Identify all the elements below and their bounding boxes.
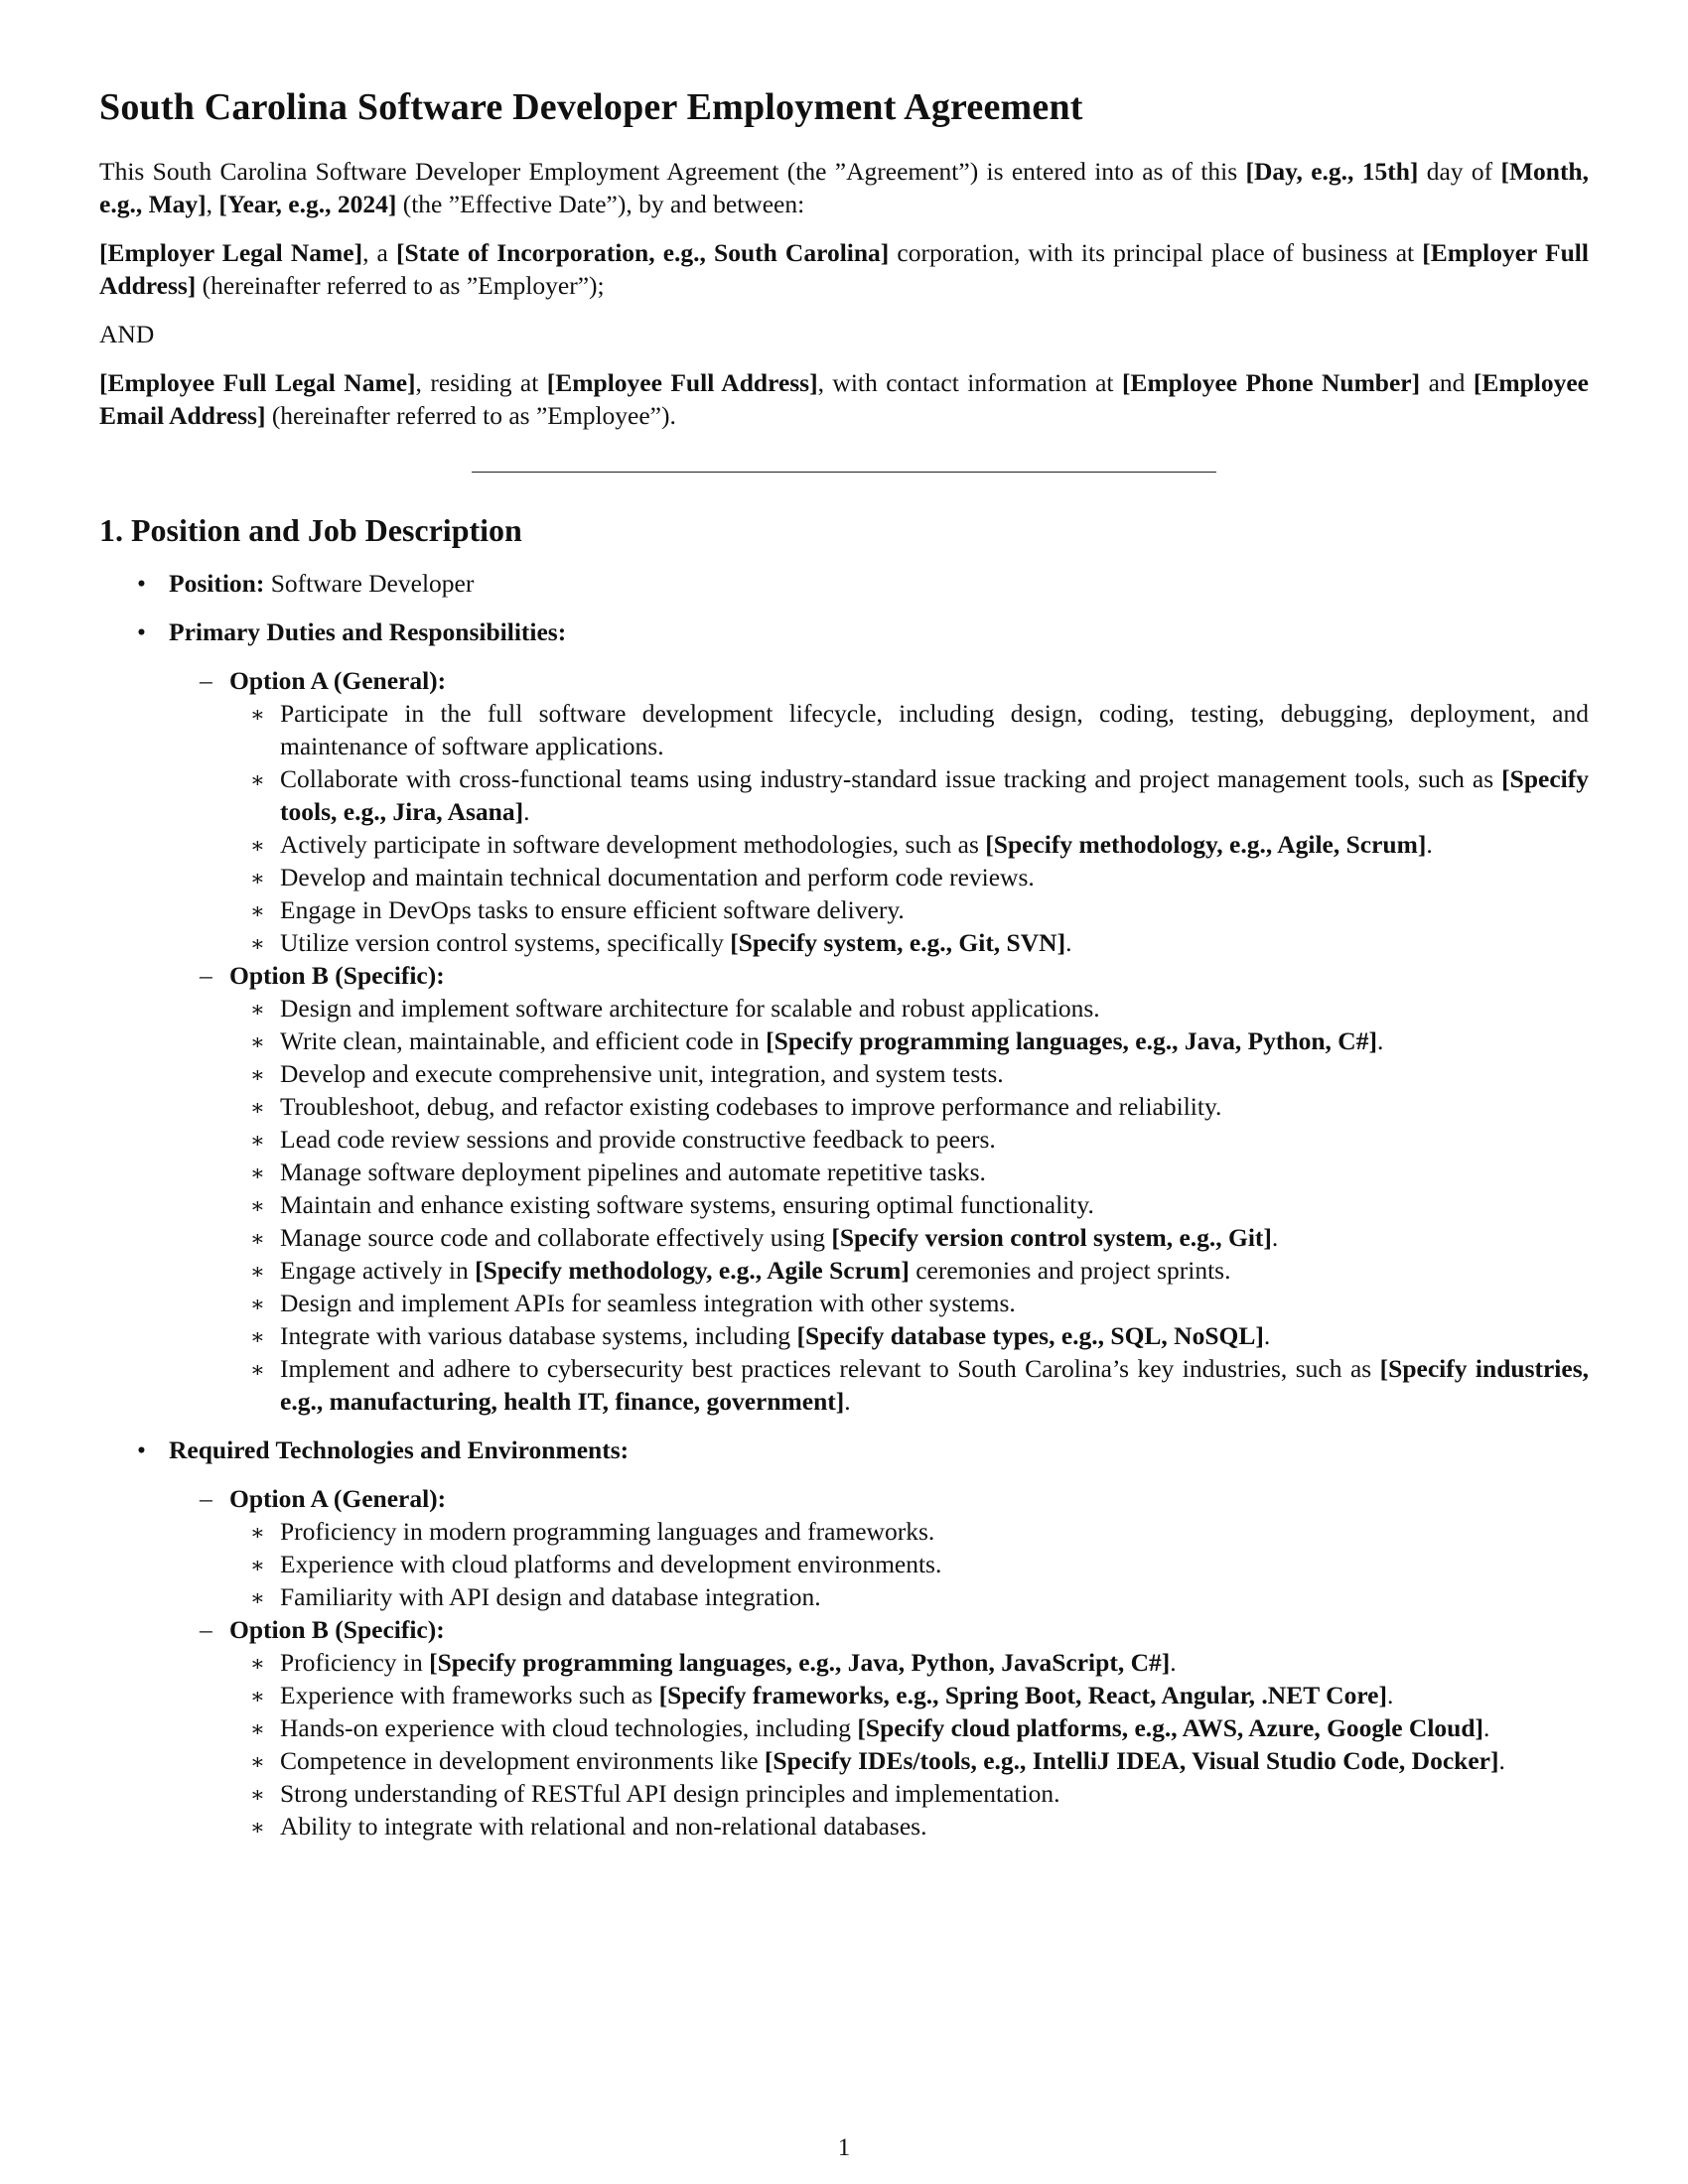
employee-name-placeholder: [Employee Full Legal Name] <box>99 368 416 397</box>
list-item: ∗ Familiarity with API design and database integration. <box>280 1580 1589 1613</box>
section-bullet-list <box>99 567 1589 1843</box>
list-item: ∗ Develop and maintain technical documentation and perform code reviews. <box>280 861 1589 893</box>
page-number: 1 <box>837 2134 851 2161</box>
list-item: ∗ Competence in development environments like [Specify IDEs/tools, e.g., IntelliJ IDEA, Visual Studio Code, Docker]. <box>280 1744 1589 1777</box>
list-item: ∗ Collaborate with cross-functional teams using industry-standard issue tracking and project management tools, such as [Specify tools, e.g., Jira, Asana]. <box>280 762 1589 828</box>
option-item: – Option B (Specific): ∗ Design and implement software architecture for scalable and robust applications. ∗ Write clean, maintainable, and efficient code in [Specify programming languages, e.g., Java, Python, C#]. ∗ Develop and execute comprehensive unit, integration, and system tests. ∗ Troubleshoot, debug, and refactor existing codebases to improve performance and reliability. ∗ Lead code review sessions and provide constructive feedback to peers. ∗ Manage software deployment pipelines and automate repetitive tasks. ∗ Maintain and enhance existing software systems, ensuring optimal functionality. ∗ Manage source code and collaborate effectively using [Specify version control system, e.g., Git]. ∗ Engage actively in [Specify methodology, e.g., Agile Scrum] ceremonies and project sprints. ∗ Design and implement APIs for seamless integration with other systems. ∗ Integrate with various database systems, including [Specify database types, e.g., SQL, NoSQL]. ∗ Implement and adhere to cybersecurity best practices relevant to South Carolina’s key industries, such as [Specify industries, e.g., manufacturing, health IT, finance, government]. <box>229 959 1589 1418</box>
option-item: – Option A (General): ∗ Participate in the full software development lifecycle, including design, coding, testing, debugging, deployment, and maintenance of software applications. ∗ Collaborate with cross-functional teams using industry-standard issue tracking and project management tools, such as [Specify tools, e.g., Jira, Asana]. ∗ Actively participate in software development methodologies, such as [Specify methodology, e.g., Agile, Scrum]. ∗ Develop and maintain technical documentation and perform code reviews. ∗ Engage in DevOps tasks to ensure efficient software delivery. ∗ Utilize version control systems, specifically [Specify system, e.g., Git, SVN]. <box>229 664 1589 959</box>
list-item: ∗ Manage source code and collaborate effectively using [Specify version control system, e.g., Git]. <box>280 1221 1589 1254</box>
section-heading: 1. Position and Job Description <box>99 512 522 548</box>
list-item: ∗ Hands-on experience with cloud technologies, including [Specify cloud platforms, e.g., AWS, Azure, Google Cloud]. <box>280 1711 1589 1744</box>
list-item: ∗ Actively participate in software development methodologies, such as [Specify methodology, e.g., Agile, Scrum]. <box>280 828 1589 861</box>
list-item: • Required Technologies and Environments: – Option A (General): ∗ Proficiency in modern programming languages and frameworks. ∗ Experience with cloud platforms and development environments. ∗ Familiarity with API design and database integration. – Option B (Specific): ∗ Proficiency in [Specify programming languages, e.g., Java, Python, JavaScript, C#]. ∗ Experience with frameworks such as [Specify frameworks, e.g., Spring Boot, React, Angular, .NET Core]. ∗ Hands-on experience with cloud technologies, including [Specify cloud platforms, e.g., AWS, Azure, Google Cloud]. ∗ Competence in development environments like [Specify IDEs/tools, e.g., IntelliJ IDEA, Visual Studio Code, Docker]. ∗ Strong understanding of RESTful API design principles and implementation. ∗ Ability to integrate with relational and non-relational databases. <box>169 1433 1589 1843</box>
employee-paragraph: [Employee Full Legal Name], residing at [Employee Full Address], with contact information at [Employee Phone Number] and [Employee Email Address] (hereinafter referred to as ”Employee”). <box>99 368 1589 430</box>
list-item: ∗ Lead code review sessions and provide constructive feedback to peers. <box>280 1123 1589 1156</box>
employer-name-placeholder: [Employer Legal Name] <box>99 238 363 267</box>
list-item: ∗ Proficiency in [Specify programming languages, e.g., Java, Python, JavaScript, C#]. <box>280 1646 1589 1679</box>
intro-paragraph: This South Carolina Software Developer Employment Agreement (the ”Agreement”) is entered into as of this [Day, e.g., 15th] day of [Month, e.g., May], [Year, e.g., 2024] (the ”Effective Date”), by and between: <box>99 157 1589 218</box>
state-placeholder: [State of Incorporation, e.g., South Carolina] <box>396 238 890 267</box>
and-text: AND <box>99 320 155 348</box>
list-item: ∗ Implement and adhere to cybersecurity best practices relevant to South Carolina’s key industries, such as [Specify industries, e.g., manufacturing, health IT, finance, government]. <box>280 1352 1589 1418</box>
list-item: ∗ Experience with frameworks such as [Specify frameworks, e.g., Spring Boot, React, Angular, .NET Core]. <box>280 1679 1589 1711</box>
list-item: ∗ Strong understanding of RESTful API design principles and implementation. <box>280 1777 1589 1810</box>
option-item: – Option B (Specific): ∗ Proficiency in [Specify programming languages, e.g., Java, Python, JavaScript, C#]. ∗ Experience with frameworks such as [Specify frameworks, e.g., Spring Boot, React, Angular, .NET Core]. ∗ Hands-on experience with cloud technologies, including [Specify cloud platforms, e.g., AWS, Azure, Google Cloud]. ∗ Competence in development environments like [Specify IDEs/tools, e.g., IntelliJ IDEA, Visual Studio Code, Docker]. ∗ Strong understanding of RESTful API design principles and implementation. ∗ Ability to integrate with relational and non-relational databases. <box>229 1613 1589 1843</box>
list-item: ∗ Troubleshoot, debug, and refactor existing codebases to improve performance and reliability. <box>280 1090 1589 1123</box>
list-item: ∗ Experience with cloud platforms and development environments. <box>280 1548 1589 1580</box>
option-list <box>169 664 1589 1418</box>
option-list <box>169 1482 1589 1843</box>
list-item: ∗ Ability to integrate with relational and non-relational databases. <box>280 1810 1589 1843</box>
year-placeholder: [Year, e.g., 2024] <box>218 190 397 218</box>
list-item: ∗ Participate in the full software development lifecycle, including design, coding, testing, debugging, deployment, and maintenance of software applications. <box>280 697 1589 762</box>
employer-address-placeholder: [Employer Full Address] <box>99 238 1589 300</box>
option-item: – Option A (General): ∗ Proficiency in modern programming languages and frameworks. ∗ Experience with cloud platforms and development environments. ∗ Familiarity with API design and database integration. <box>229 1482 1589 1613</box>
list-item: ∗ Develop and execute comprehensive unit, integration, and system tests. <box>280 1057 1589 1090</box>
list-item: ∗ Manage software deployment pipelines and automate repetitive tasks. <box>280 1156 1589 1188</box>
employee-email-placeholder: [Employee Email Address] <box>99 368 1589 430</box>
option-sub-list <box>229 1515 1589 1613</box>
list-item: ∗ Engage actively in [Specify methodology, e.g., Agile Scrum] ceremonies and project sprints. <box>280 1254 1589 1287</box>
employee-address-placeholder: [Employee Full Address] <box>546 368 818 397</box>
list-item: • Primary Duties and Responsibilities: – Option A (General): ∗ Participate in the full software development lifecycle, including design, coding, testing, debugging, deployment, and maintenance of software applications. ∗ Collaborate with cross-functional teams using industry-standard issue tracking and project management tools, such as [Specify tools, e.g., Jira, Asana]. ∗ Actively participate in software development methodologies, such as [Specify methodology, e.g., Agile, Scrum]. ∗ Develop and maintain technical documentation and perform code reviews. ∗ Engage in DevOps tasks to ensure efficient software delivery. ∗ Utilize version control systems, specifically [Specify system, e.g., Git, SVN]. – Option B (Specific): ∗ Design and implement software architecture for scalable and robust applications. ∗ Write clean, maintainable, and efficient code in [Specify programming languages, e.g., Java, Python, C#]. ∗ Develop and execute comprehensive unit, integration, and system tests. ∗ Troubleshoot, debug, and refactor existing codebases to improve performance and reliability. ∗ Lead code review sessions and provide constructive feedback to peers. ∗ Manage software deployment pipelines and automate repetitive tasks. ∗ Maintain and enhance existing software systems, ensuring optimal functionality. ∗ Manage source code and collaborate effectively using [Specify version control system, e.g., Git]. ∗ Engage actively in [Specify methodology, e.g., Agile Scrum] ceremonies and project sprints. ∗ Design and implement APIs for seamless integration with other systems. ∗ Integrate with various database systems, including [Specify database types, e.g., SQL, NoSQL]. ∗ Implement and adhere to cybersecurity best practices relevant to South Carolina’s key industries, such as [Specify industries, e.g., manufacturing, health IT, finance, government]. <box>169 615 1589 1418</box>
day-placeholder: [Day, e.g., 15th] <box>1245 157 1419 186</box>
horizontal-divider <box>472 472 1216 473</box>
list-item: ∗ Engage in DevOps tasks to ensure efficient software delivery. <box>280 893 1589 926</box>
document-title: South Carolina Software Developer Employment Agreement <box>99 86 1083 128</box>
list-item: ∗ Proficiency in modern programming languages and frameworks. <box>280 1515 1589 1548</box>
list-item: ∗ Maintain and enhance existing software systems, ensuring optimal functionality. <box>280 1188 1589 1221</box>
list-item: ∗ Utilize version control systems, specifically [Specify system, e.g., Git, SVN]. <box>280 926 1589 959</box>
list-item: ∗ Integrate with various database systems, including [Specify database types, e.g., SQL, NoSQL]. <box>280 1319 1589 1352</box>
option-sub-list <box>229 697 1589 959</box>
option-sub-list <box>229 992 1589 1418</box>
employer-paragraph: [Employer Legal Name], a [State of Incorporation, e.g., South Carolina] corporation, with its principal place of business at [Employer Full Address] (hereinafter referred to as ”Employer”); <box>99 238 1589 300</box>
list-item: • Position: Software Developer <box>169 567 1589 600</box>
list-item: ∗ Design and implement software architecture for scalable and robust applications. <box>280 992 1589 1024</box>
month-placeholder: [Month, e.g., May] <box>99 157 1589 218</box>
option-sub-list <box>229 1646 1589 1843</box>
list-item: ∗ Write clean, maintainable, and efficient code in [Specify programming languages, e.g., Java, Python, C#]. <box>280 1024 1589 1057</box>
employee-phone-placeholder: [Employee Phone Number] <box>1121 368 1421 397</box>
list-item: ∗ Design and implement APIs for seamless integration with other systems. <box>280 1287 1589 1319</box>
